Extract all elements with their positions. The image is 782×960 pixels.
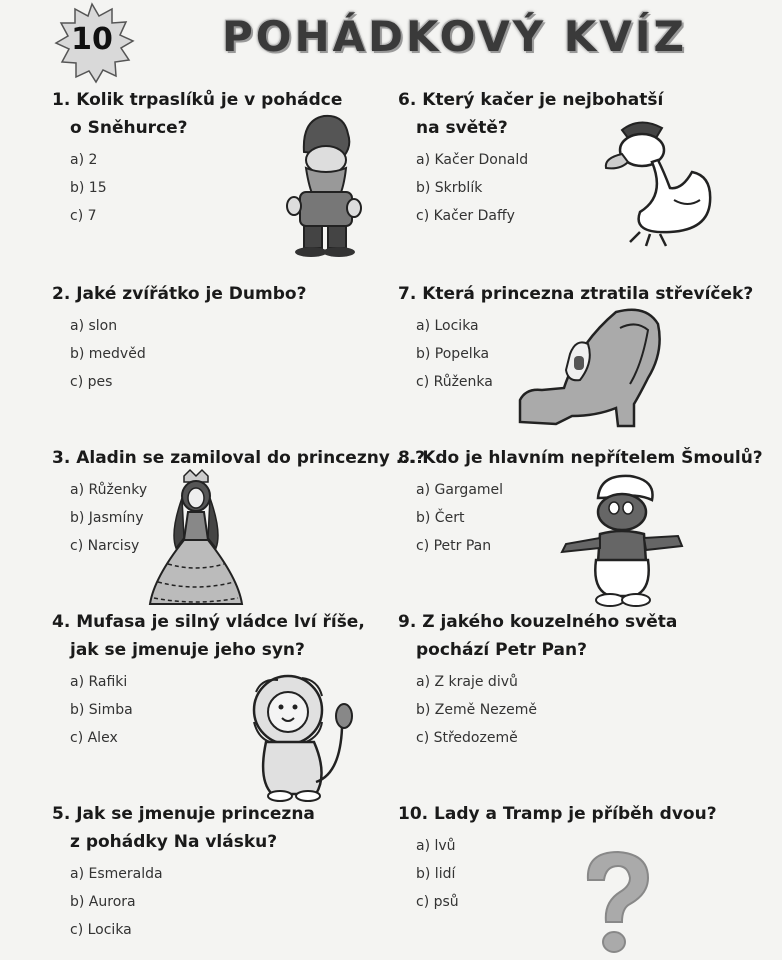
question-text: 5. Jak se jmenuje princezna — [52, 804, 315, 824]
question-text: 1. Kolik trpaslíků je v pohádce — [52, 90, 343, 110]
shoe-illustration — [516, 304, 664, 432]
answer-option: c) Kačer Daffy — [416, 208, 515, 224]
answer-option: b) 15 — [70, 180, 107, 196]
answer-option: b) Simba — [70, 702, 133, 718]
question-text-line2: z pohádky Na vlásku? — [70, 832, 278, 852]
lion-illustration — [232, 670, 360, 802]
question-mark-illustration — [580, 848, 654, 956]
princess-illustration — [148, 468, 244, 608]
dwarf-illustration — [282, 112, 364, 258]
answer-option: a) Esmeralda — [70, 866, 163, 882]
badge-number: 10 — [71, 22, 113, 57]
question-text: 4. Mufasa je silný vládce lví říše, — [52, 612, 365, 632]
number-badge — [46, 2, 138, 84]
answer-option: b) Jasmíny — [70, 510, 144, 526]
question-10 — [398, 800, 717, 916]
question-text: 2. Jaké zvířátko je Dumbo? — [52, 284, 307, 304]
answer-option: c) psů — [416, 894, 459, 910]
question-text: 10. Lady a Tramp je příběh dvou? — [398, 804, 717, 824]
answer-option: b) Skrblík — [416, 180, 483, 196]
answer-option: b) Země Nezemě — [416, 702, 538, 718]
answer-option: a) slon — [70, 318, 118, 334]
answer-option: a) Růženky — [70, 482, 148, 498]
question-text: 3. Aladin se zamiloval do princezny ...? — [52, 448, 426, 468]
question-text-line2: o Sněhurce? — [70, 118, 188, 138]
question-text: 6. Který kačer je nejbohatší — [398, 90, 664, 110]
question-text: 7. Která princezna ztratila střevíček? — [398, 284, 754, 304]
question-text: 9. Z jakého kouzelného světa — [398, 612, 678, 632]
question-2 — [52, 280, 306, 396]
answer-option: c) Alex — [70, 730, 118, 746]
question-text: 8. Kdo je hlavním nepřítelem Šmoulů? — [398, 448, 763, 468]
answer-option: b) medvěd — [70, 346, 146, 362]
smurf-illustration — [560, 472, 684, 608]
answer-option: c) Locika — [70, 922, 132, 938]
answer-option: a) Z kraje divů — [416, 674, 518, 690]
answer-option: b) Popelka — [416, 346, 490, 362]
question-5 — [52, 800, 315, 944]
answer-option: a) Locika — [416, 318, 479, 334]
answer-option: a) Rafiki — [70, 674, 128, 690]
answer-option: c) Petr Pan — [416, 538, 492, 554]
answer-option: c) Růženka — [416, 374, 493, 390]
duck-illustration — [600, 116, 718, 250]
answer-option: a) Kačer Donald — [416, 152, 529, 168]
answer-option: b) Aurora — [70, 894, 136, 910]
answer-option: c) pes — [70, 374, 113, 390]
answer-option: a) 2 — [70, 152, 98, 168]
question-text-line2: jak se jmenuje jeho syn? — [70, 640, 305, 660]
page-title: POHÁDKOVÝ KVÍZ — [222, 12, 687, 61]
answer-option: c) 7 — [70, 208, 97, 224]
answer-option: c) Středozemě — [416, 730, 518, 746]
answer-option: c) Narcisy — [70, 538, 140, 554]
question-text-line2: na světě? — [416, 118, 508, 138]
answer-option: b) Čert — [416, 510, 465, 526]
question-text-line2: pochází Petr Pan? — [416, 640, 587, 660]
answer-option: a) lvů — [416, 838, 456, 854]
question-9 — [398, 608, 677, 752]
answer-option: a) Gargamel — [416, 482, 504, 498]
answer-option: b) lidí — [416, 866, 456, 882]
